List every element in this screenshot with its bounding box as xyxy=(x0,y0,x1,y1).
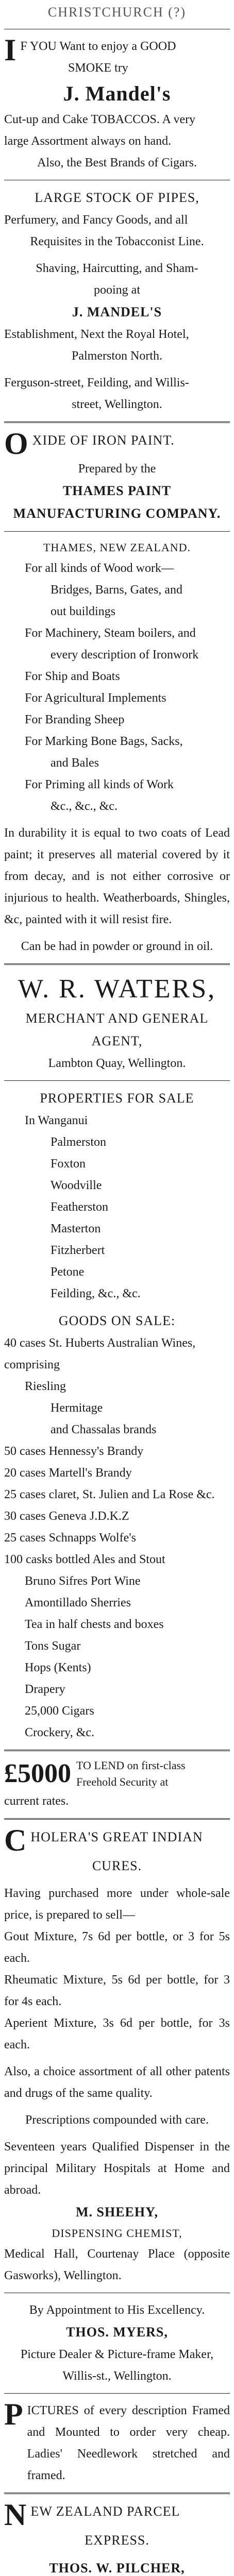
oxide-use: For Priming all kinds of Work xyxy=(25,778,174,791)
loan-advert xyxy=(4,1757,230,1812)
oxide-use: For Machinery, Steam boilers, and xyxy=(25,626,196,640)
goods-heading: GOODS ON SALE: xyxy=(58,1313,176,1328)
goods-item: 100 casks bottled Ales and Stout xyxy=(4,1553,165,1566)
dropcap-c: C xyxy=(4,1823,27,1857)
mandel-intro-a: F YOU Want to enjoy a GOOD xyxy=(20,40,176,53)
goods-item: 40 cases St. Huberts Australian Wines, comprising xyxy=(4,1336,196,1371)
oxide-use: Bridges, Barns, Gates, and xyxy=(51,583,182,597)
oxide-use: For Agricultural Implements xyxy=(25,691,166,705)
goods-item: 30 cases Geneva J.D.K.Z xyxy=(4,1510,129,1523)
divider xyxy=(4,2393,230,2394)
cholera-item: Rheumatic Mixture, 5s 6d per bottle, for 3 for 4s each. xyxy=(4,1973,230,2008)
waters-sub1: MERCHANT AND GENERAL xyxy=(25,1011,209,1026)
divider xyxy=(4,421,230,423)
property-item: Petone xyxy=(51,1265,85,1279)
cholera-para2: Also, a choice assortment of all other patents and drugs of the same quality. xyxy=(4,2065,230,2100)
loan-rates: current rates. xyxy=(4,1794,69,1808)
myers-advert xyxy=(4,2299,230,2387)
loan-row xyxy=(4,1757,230,1790)
ferg-line1: Ferguson-street, Feilding, and Willis- xyxy=(4,376,189,389)
divider xyxy=(4,531,230,532)
property-item: Masterton xyxy=(51,1222,101,1235)
mandel-line1: Cut-up and Cake TOBACCOS. A very xyxy=(4,113,196,126)
oxide-place: THAMES, NEW ZEALAND. xyxy=(43,541,191,554)
property-item: In Wanganui xyxy=(25,1114,88,1127)
property-item: Palmerston xyxy=(51,1136,106,1149)
oxide-use: For Ship and Boats xyxy=(25,670,120,683)
divider xyxy=(4,1750,230,1751)
goods-item: 50 cases Hennessy's Brandy xyxy=(4,1445,144,1458)
pictures-advert xyxy=(4,2397,230,2486)
goods-item: Amontillado Sherries xyxy=(25,1596,131,1609)
dropcap-i: I xyxy=(4,33,16,67)
shaving-line2: pooing at xyxy=(94,283,140,297)
goods-item: 25 cases claret, St. Julien and La Rose &c. xyxy=(4,1488,215,1501)
property-item: Featherston xyxy=(51,1200,108,1214)
goods-item: Hops (Kents) xyxy=(25,1661,91,1674)
est-line1: Establishment, Next the Royal Hotel, xyxy=(4,328,189,341)
goods-item: Tons Sugar xyxy=(25,1639,81,1653)
divider xyxy=(4,1818,230,1820)
waters-address: Lambton Quay, Wellington. xyxy=(48,1057,186,1070)
oxide-use: For all kinds of Wood work— xyxy=(25,562,174,575)
oxide-heading-row xyxy=(4,427,230,461)
goods-item: 25,000 Cigars xyxy=(25,1704,94,1718)
parcel-express-advert xyxy=(4,2500,230,2576)
oxide-use: every description of Ironwork xyxy=(51,648,199,662)
mandel-intro-b: SMOKE try xyxy=(68,61,128,75)
cholera-heading: HOLERA'S GREAT INDIAN xyxy=(30,1829,203,1844)
mandel-name2: J. MANDEL'S xyxy=(72,304,162,319)
est-line2: Palmerston North. xyxy=(72,349,162,363)
goods-list xyxy=(4,1332,230,1743)
properties-list xyxy=(4,1110,230,1304)
oxide-durability: In durability it is equal to two coats of Lead paint; it preserves all material covered by it from decay, and is not either corrosive or injurious to health. Weatherboards, Shingles, &c, painted with it will resist fire. xyxy=(4,826,230,926)
cholera-advert xyxy=(4,1823,230,2286)
property-item: Feilding, &c., &c. xyxy=(51,1287,141,1300)
mandel-name: J. Mandel's xyxy=(63,82,171,105)
goods-item: Bruno Sifres Port Wine xyxy=(25,1574,141,1588)
cholera-name: M. SHEEHY, xyxy=(75,2205,159,2219)
loan-side2: Freehold Security at xyxy=(76,1775,169,1788)
goods-item: and Chassalas brands xyxy=(51,1423,157,1436)
oxide-closing: Can be had in powder or ground in oil. xyxy=(21,940,213,953)
mandel-line2: large Assortment always on hand. xyxy=(4,134,172,148)
mandel-advert xyxy=(4,33,230,415)
waters-sub2: AGENT, xyxy=(91,1033,143,1048)
ferg-line2: street, Wellington. xyxy=(72,398,162,411)
masthead: CHRISTCHURCH (?) xyxy=(47,5,187,20)
mandel-intro xyxy=(4,33,230,79)
property-item: Woodville xyxy=(51,1179,102,1192)
mandel-line3: Also, the Best Brands of Cigars. xyxy=(37,156,197,170)
oxide-uses-list xyxy=(4,557,230,817)
oxide-use: For Marking Bone Bags, Sacks, xyxy=(25,735,183,748)
loan-side1: TO LEND on first-class xyxy=(76,1759,186,1772)
cholera-heading2: CURES. xyxy=(92,1858,142,1873)
dropcap-n: N xyxy=(4,2498,27,2532)
cholera-prescriptions: Prescriptions compounded with care. xyxy=(25,2113,209,2127)
divider xyxy=(4,1080,230,1081)
property-item: Fitzherbert xyxy=(51,1244,105,1257)
cholera-item: Aperient Mixture, 3s 6d per bottle, for 3s each. xyxy=(4,2016,230,2052)
divider xyxy=(4,2493,230,2494)
myers-address: Willis-st., Wellington. xyxy=(62,2369,172,2383)
myers-trade: Picture Dealer & Picture-frame Maker, xyxy=(20,2348,214,2361)
newspaper-column xyxy=(4,0,230,2576)
cholera-address: Medical Hall, Courtenay Place (opposite Gasworks), Wellington. xyxy=(4,2247,230,2282)
oxide-company: THAMES PAINT MANUFACTURING COMPANY. xyxy=(13,483,221,521)
goods-item: Drapery xyxy=(25,1683,65,1696)
property-item: Foxton xyxy=(51,1157,86,1171)
shaving-line: Shaving, Haircutting, and Sham- xyxy=(36,262,198,275)
parcel-heading1: EW ZEALAND PARCEL xyxy=(30,2504,180,2519)
oxide-use: For Branding Sheep xyxy=(25,713,125,726)
properties-heading: PROPERTIES FOR SALE xyxy=(40,1091,194,1106)
oxide-prepared: Prepared by the xyxy=(78,462,156,476)
oxide-paint-advert xyxy=(4,429,230,957)
waters-advert xyxy=(4,971,230,1743)
pipes-line2: Requisites in the Tobacconist Line. xyxy=(30,235,204,248)
oxide-heading: XIDE OF IRON PAINT. xyxy=(32,433,175,448)
oxide-use: out buildings xyxy=(51,605,116,618)
oxide-use: &c., &c., &c. xyxy=(51,800,118,813)
oxide-use: and Bales xyxy=(51,756,99,770)
loan-amount: £5000 xyxy=(4,1759,71,1788)
waters-heading: W. R. WATERS, xyxy=(18,974,216,1004)
cholera-para1: Having purchased more under whole-sale price, is prepared to sell— xyxy=(4,1887,230,1922)
dropcap-o: O xyxy=(4,427,28,461)
goods-item: Riesling xyxy=(25,1380,66,1393)
pipes-heading: LARGE STOCK OF PIPES, xyxy=(35,190,199,205)
cholera-title: DISPENSING CHEMIST, xyxy=(52,2227,182,2240)
myers-appointment: By Appointment to His Excellency. xyxy=(29,2303,205,2317)
parcel-heading2: EXPRESS. xyxy=(85,2533,149,2548)
pictures-text: ICTURES of every description Framed and Mounted to order very cheap. Ladies' Needlework stretched and framed. xyxy=(27,2404,230,2482)
goods-item: 25 cases Schnapps Wolfe's xyxy=(4,1531,136,1545)
goods-item: Hermitage xyxy=(51,1401,103,1415)
dropcap-p: P xyxy=(4,2397,23,2431)
cholera-para3: Seventeen years Qualified Dispenser in the principal Military Hospitals at Home and abroad. xyxy=(4,2140,230,2197)
myers-name: THOS. MYERS, xyxy=(66,2325,168,2340)
parcel-name: THOS. W. PILCHER, xyxy=(49,2561,185,2575)
cholera-item: Gout Mixture, 7s 6d per bottle, or 3 for 5s each. xyxy=(4,1930,230,1965)
pipes-line1: Perfumery, and Fancy Goods, and all xyxy=(4,213,188,227)
goods-item: 20 cases Martell's Brandy xyxy=(4,1466,132,1480)
divider xyxy=(4,963,230,965)
cholera-heading-row xyxy=(4,1823,230,1857)
goods-item: Crockery, &c. xyxy=(25,1726,95,1739)
goods-item: Tea in half chests and boxes xyxy=(25,1618,164,1631)
